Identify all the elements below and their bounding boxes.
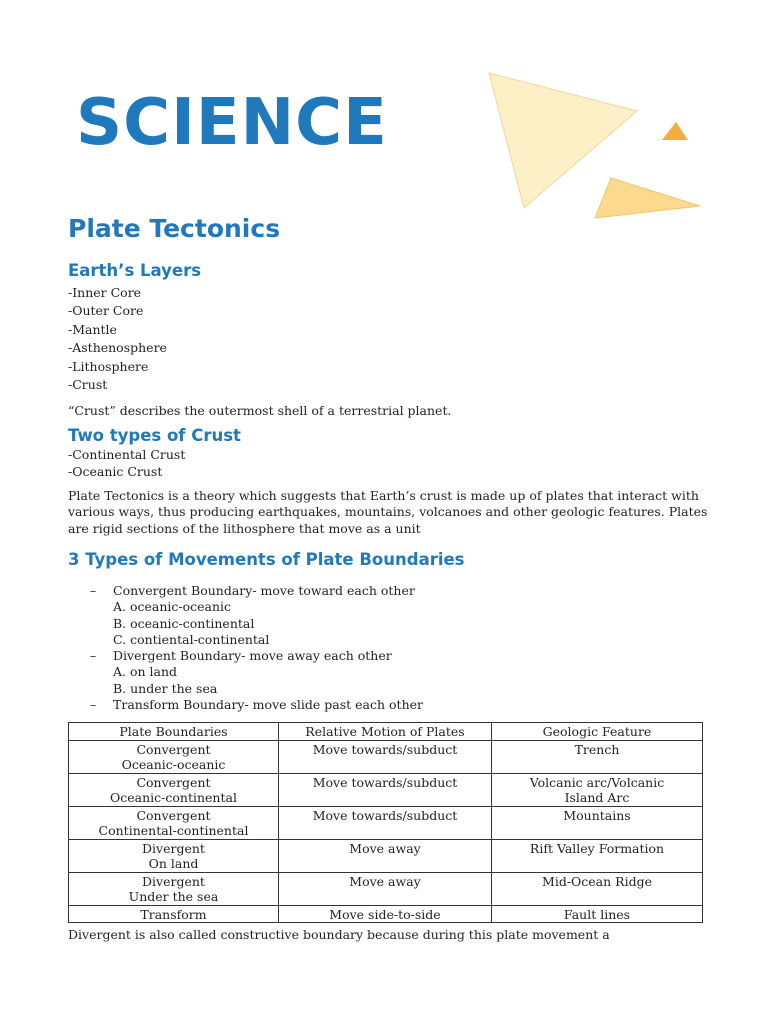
list-item: -Crust (68, 377, 108, 393)
table-cell (69, 740, 279, 773)
cell-text: Trench (574, 741, 620, 757)
table-row (69, 773, 703, 806)
cell-text: Convergent (136, 807, 211, 823)
list-item: -Inner Core (68, 285, 142, 300)
list-item: B. under the sea (113, 680, 218, 696)
banner-title: SCIENCE (76, 86, 388, 160)
crust-types-heading: Two types of Crust (68, 426, 241, 445)
table-cell (69, 839, 279, 872)
cell-text: Mid-Ocean Ridge (542, 873, 652, 889)
table-cell: Move towards/subduct (279, 740, 492, 773)
table-cell: Move towards/subduct (279, 806, 492, 839)
movements-heading: 3 Types of Movements of Plate Boundaries (68, 550, 465, 569)
list-item: B. oceanic-continental (113, 615, 255, 631)
list-item: A. on land (113, 664, 178, 680)
table-cell (492, 773, 703, 806)
cell-text: Convergent (136, 741, 211, 757)
table-cell (492, 740, 703, 773)
cell-text: Rift Valley Formation (529, 840, 665, 856)
table-cell (69, 905, 279, 923)
closing-text: Divergent is also called constructive boundary because during this plate movement a (68, 927, 610, 942)
cell-text: Transform (140, 906, 207, 922)
earth-layers-heading: Earth’s Layers (68, 261, 202, 280)
medium-triangle-shape (595, 178, 700, 218)
list-item: A. oceanic-oceanic (113, 599, 232, 615)
earth-layers-list (68, 284, 167, 394)
table-header-row (69, 723, 703, 741)
table-row (69, 740, 703, 773)
table-row (69, 905, 703, 923)
page-title: Plate Tectonics (68, 214, 281, 243)
movements-list (90, 583, 423, 713)
table-cell (69, 806, 279, 839)
table-cell (492, 839, 703, 872)
table-cell: Move towards/subduct (279, 773, 492, 806)
table-cell (492, 872, 703, 905)
table-header: Plate Boundaries (69, 723, 279, 741)
list-item: -Asthenosphere (68, 340, 167, 356)
list-item: -Lithosphere (68, 358, 149, 374)
plate-boundaries-table (68, 722, 703, 923)
list-item: -Continental Crust (68, 447, 186, 462)
crust-note: “Crust” describes the outermost shell of a terrestrial planet. (68, 403, 452, 418)
table-cell (492, 905, 703, 923)
list-item: -Mantle (68, 321, 117, 337)
crust-types-list (68, 446, 185, 480)
plate-tectonics-paragraph: Plate Tectonics is a theory which suggests that Earth’s crust is made up of plates that interact with various ways, thus producing earthquakes, mountains, volcanoes and other geologic features. Plates are rigid sections of the lithosphere that move as a unit (68, 488, 708, 536)
cell-text: Divergent (142, 840, 205, 856)
cell-text: On land (148, 856, 199, 871)
table-row (69, 806, 703, 839)
table-header: Geologic Feature (492, 723, 703, 741)
list-item: – Convergent Boundary- move toward each other (90, 583, 423, 599)
small-orange-triangle-shape (662, 122, 688, 140)
cell-text: Fault lines (563, 906, 631, 922)
table-cell (69, 773, 279, 806)
cell-text: Continental-continental (98, 823, 249, 838)
table-cell (492, 806, 703, 839)
cell-text: Oceanic-oceanic (121, 757, 226, 772)
list-item: C. contiental-continental (113, 631, 270, 647)
list-item: -Oceanic Crust (68, 464, 163, 479)
cell-text: Under the sea (128, 889, 219, 904)
table-header: Relative Motion of Plates (279, 723, 492, 741)
table-cell: Move away (279, 872, 492, 905)
list-item: – Divergent Boundary- move away each other (90, 648, 423, 664)
cell-text: Divergent (142, 873, 205, 889)
list-item: – Transform Boundary- move slide past each other (90, 697, 423, 713)
table-cell: Move away (279, 839, 492, 872)
list-item: -Outer Core (68, 303, 144, 319)
table-cell (69, 872, 279, 905)
cell-text: Volcanic arc/Volcanic (529, 774, 665, 790)
cell-text: Oceanic-continental (110, 790, 237, 805)
cell-text: Island Arc (564, 790, 630, 805)
cell-text: Convergent (136, 774, 211, 790)
table-row (69, 839, 703, 872)
cell-text: Mountains (563, 807, 631, 823)
table-cell: Move side-to-side (279, 905, 492, 923)
table-row (69, 872, 703, 905)
